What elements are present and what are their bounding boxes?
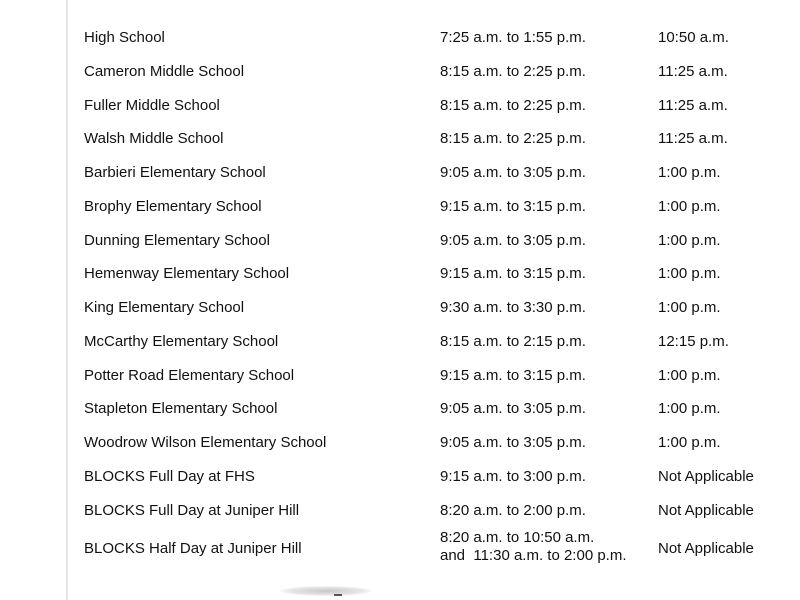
early-dismissal-time: 1:00 p.m. (658, 198, 721, 215)
school-name: Cameron Middle School (84, 63, 245, 80)
school-hours: 9:15 a.m. to 3:15 p.m. (440, 265, 586, 282)
scan-mark (334, 594, 342, 596)
early-dismissal-time: 10:50 a.m. (658, 29, 729, 46)
school-hours (440, 529, 627, 565)
early-dismissal-time: 1:00 p.m. (658, 299, 721, 316)
school-hours: 9:15 a.m. to 3:15 p.m. (440, 198, 586, 215)
early-dismissal-time: Not Applicable (658, 468, 754, 485)
table-row (0, 263, 800, 285)
early-dismissal-time: 11:25 a.m. (658, 63, 728, 80)
school-name: Barbieri Elementary School (84, 164, 266, 181)
table-row (0, 95, 800, 117)
early-dismissal-time: 1:00 p.m. (658, 434, 721, 451)
table-row (0, 162, 800, 184)
school-name: Woodrow Wilson Elementary School (84, 434, 327, 451)
school-name: Brophy Elementary School (84, 198, 262, 215)
school-name: Hemenway Elementary School (84, 265, 290, 282)
table-row (0, 196, 800, 218)
early-dismissal-time: 1:00 p.m. (658, 164, 721, 181)
scan-smudge (280, 586, 372, 596)
early-dismissal-time: Not Applicable (658, 502, 754, 519)
early-dismissal-time: 1:00 p.m. (658, 400, 721, 417)
school-hours: 9:15 a.m. to 3:15 p.m. (440, 367, 586, 384)
school-hours: 9:30 a.m. to 3:30 p.m. (440, 299, 586, 316)
school-hours: 9:05 a.m. to 3:05 p.m. (440, 400, 586, 417)
school-name: Walsh Middle School (84, 130, 224, 147)
table-row (0, 61, 800, 83)
table-row (0, 432, 800, 454)
school-name: BLOCKS Full Day at Juniper Hill (84, 502, 300, 519)
school-name: Fuller Middle School (84, 97, 220, 114)
school-name: BLOCKS Full Day at FHS (84, 468, 255, 485)
early-dismissal-time: 1:00 p.m. (658, 265, 721, 282)
table-row (0, 365, 800, 387)
school-hours: 8:15 a.m. to 2:25 p.m. (440, 97, 586, 114)
early-dismissal-time: 12:15 p.m. (658, 333, 729, 350)
table-row (0, 466, 800, 488)
school-hours-line-1: 8:20 a.m. to 10:50 a.m. (440, 529, 595, 546)
school-hours: 7:25 a.m. to 1:55 p.m. (440, 29, 586, 46)
school-hours: 8:20 a.m. to 2:00 p.m. (440, 502, 586, 519)
school-name: McCarthy Elementary School (84, 333, 279, 350)
school-name: Dunning Elementary School (84, 232, 270, 249)
early-dismissal-time: 1:00 p.m. (658, 367, 721, 384)
school-name: High School (84, 29, 165, 46)
school-hours: 8:15 a.m. to 2:25 p.m. (440, 130, 586, 147)
school-name: BLOCKS Half Day at Juniper Hill (84, 540, 302, 557)
early-dismissal-time: 11:25 a.m. (658, 130, 728, 147)
table-row (0, 398, 800, 420)
school-hours: 9:15 a.m. to 3:00 p.m. (440, 468, 586, 485)
table-row (0, 27, 800, 49)
table-row (0, 529, 800, 569)
school-hours: 9:05 a.m. to 3:05 p.m. (440, 164, 586, 181)
early-dismissal-time: 1:00 p.m. (658, 232, 721, 249)
table-row (0, 128, 800, 150)
table-row (0, 331, 800, 353)
early-dismissal-time: Not Applicable (658, 540, 754, 557)
table-row (0, 297, 800, 319)
early-dismissal-time: 11:25 a.m. (658, 97, 728, 114)
school-hours: 9:05 a.m. to 3:05 p.m. (440, 434, 586, 451)
school-name: Stapleton Elementary School (84, 400, 278, 417)
table-row (0, 500, 800, 522)
school-hours: 8:15 a.m. to 2:15 p.m. (440, 333, 586, 350)
school-hours: 9:05 a.m. to 3:05 p.m. (440, 232, 586, 249)
school-name: Potter Road Elementary School (84, 367, 295, 384)
table-row (0, 230, 800, 252)
school-name: King Elementary School (84, 299, 245, 316)
school-hours-line-2: and 11:30 a.m. to 2:00 p.m. (440, 547, 627, 564)
school-hours: 8:15 a.m. to 2:25 p.m. (440, 63, 586, 80)
